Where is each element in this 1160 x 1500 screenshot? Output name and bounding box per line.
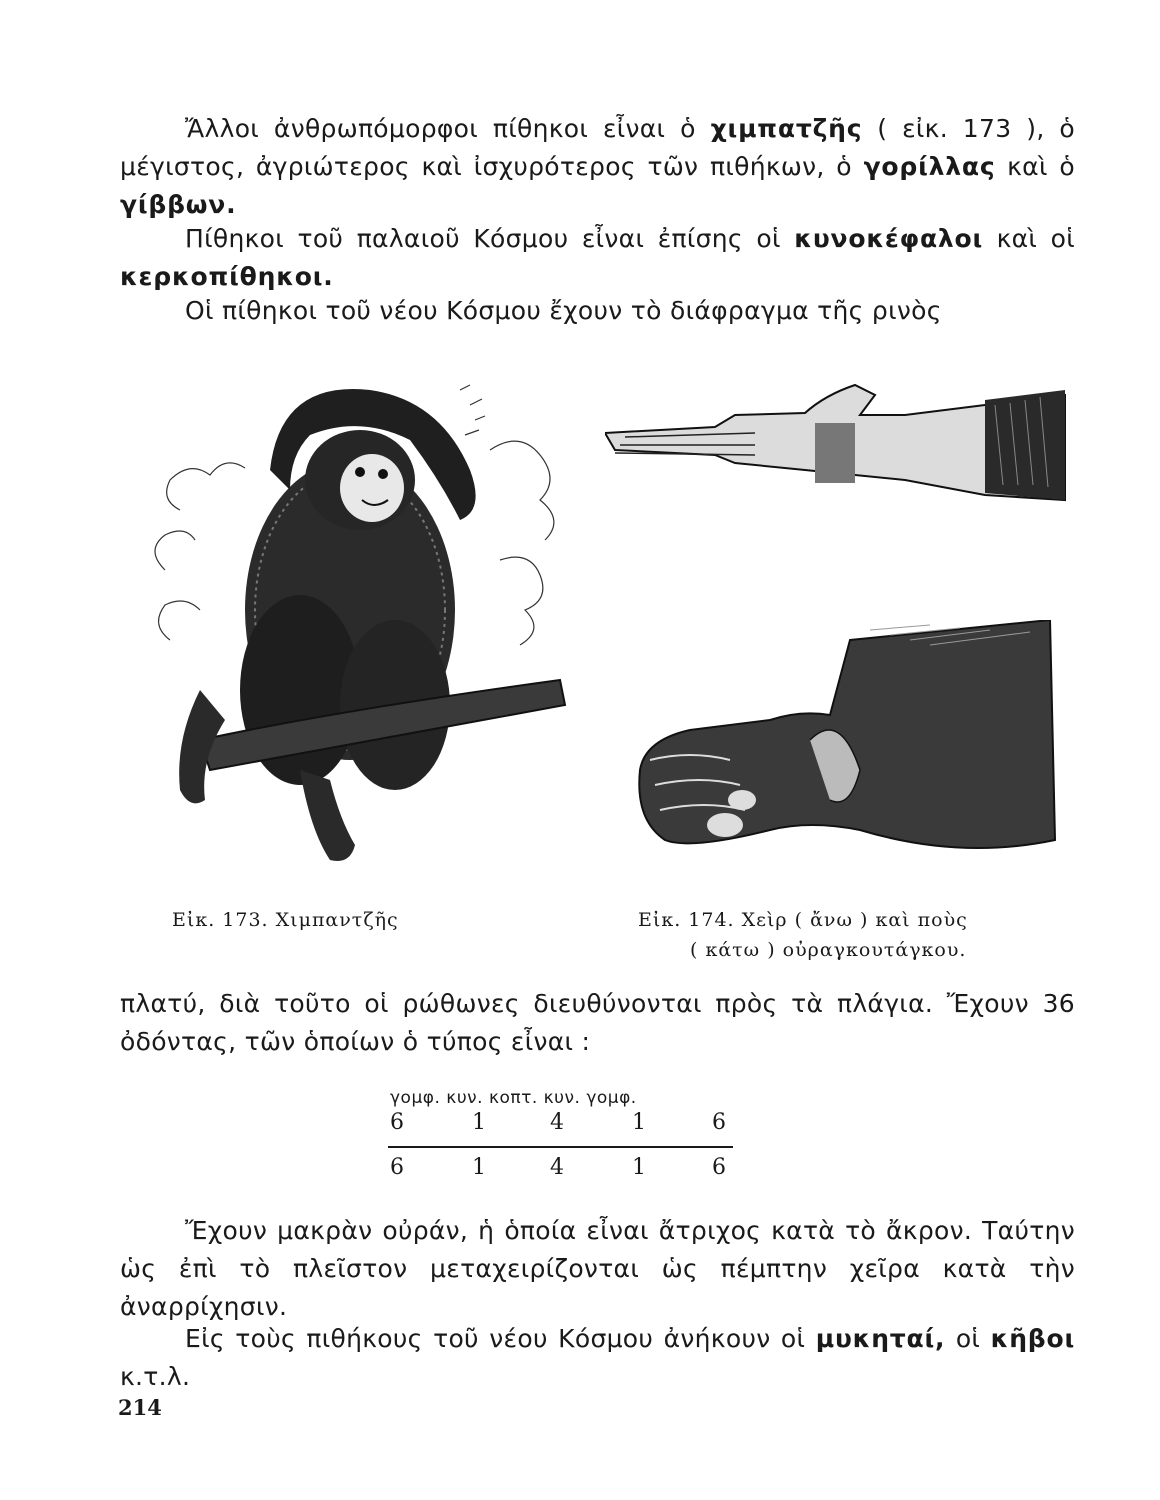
paragraph-3: Οἱ πίθηκοι τοῦ νέου Κόσμου ἔχουν τὸ διάφραγμα τῆς ρινὸς xyxy=(185,296,942,325)
paragraph-6 xyxy=(120,1320,1075,1396)
dental-formula-header: γομφ. κυν. κοπτ. κυν. γομφ. xyxy=(390,1088,637,1108)
figure-174-caption-line2: ( κάτω ) οὐραγκουτάγκου. xyxy=(690,939,967,961)
text: καὶ ὁ xyxy=(995,152,1075,181)
term-guenons: κερκοπίθηκοι. xyxy=(120,262,334,291)
formula-value: 6 xyxy=(712,1110,726,1135)
dental-formula-upper xyxy=(390,1110,730,1140)
figure-174-caption-line1: Εἰκ. 174. Χεὶρ ( ἄνω ) καὶ ποὺς xyxy=(638,909,968,931)
formula-value: 6 xyxy=(712,1155,726,1180)
paragraph-2 xyxy=(120,220,1075,296)
text: κ.τ.λ. xyxy=(120,1362,191,1391)
term-gibbon: γίββων. xyxy=(120,190,237,219)
figure-173-caption: Εἰκ. 173. Χιμπαντζῆς xyxy=(172,909,399,931)
formula-value: 1 xyxy=(472,1155,486,1180)
term-howler-monkeys: μυκηταί, xyxy=(815,1324,946,1353)
text: Ἄλλοι ἀνθρωπόμορφοι πίθηκοι εἶναι ὁ xyxy=(185,114,711,143)
text: καὶ οἱ xyxy=(983,224,1075,253)
paragraph-5: Ἔχουν μακρὰν οὐράν, ἡ ὁποία εἶναι ἄτριχος κατὰ τὸ ἄκρον. Ταύτην ὡς ἐπὶ τὸ πλεῖστον μεταχειρίζονται ὡς πέμπτην χεῖρα κατὰ τὴν ἀναρρίχησιν. xyxy=(120,1216,1075,1321)
chimpanzee-illustration xyxy=(140,360,580,880)
term-chimpanzee: χιμπατζῆς xyxy=(710,114,863,143)
term-baboons: κυνοκέφαλοι xyxy=(794,224,984,253)
text: ( εἰκ. 173 ), ὁ μέγιστος, ἀγριώτερος καὶ ἰσχυρότερος τῶν πιθήκων, ὁ xyxy=(120,114,1076,181)
orangutan-foot-illustration xyxy=(630,620,1070,870)
text: οἱ xyxy=(945,1324,991,1353)
formula-value: 1 xyxy=(472,1110,486,1135)
text: Πίθηκοι τοῦ παλαιοῦ Κόσμου εἶναι ἐπίσης οἱ xyxy=(185,224,795,253)
formula-value: 4 xyxy=(550,1110,564,1135)
formula-value: 1 xyxy=(632,1110,646,1135)
text: Εἰς τοὺς πιθήκους τοῦ νέου Κόσμου ἀνήκουν οἱ xyxy=(185,1324,816,1353)
formula-value: 6 xyxy=(390,1155,404,1180)
formula-divider xyxy=(388,1146,733,1148)
orangutan-hand-illustration xyxy=(605,375,1070,520)
dental-formula-lower xyxy=(390,1155,730,1185)
term-gorilla: γορίλλας xyxy=(863,152,996,181)
formula-value: 6 xyxy=(390,1110,404,1135)
formula-value: 4 xyxy=(550,1155,564,1180)
paragraph-4: πλατύ, διὰ τοῦτο οἱ ρώθωνες διευθύνονται πρὸς τὰ πλάγια. Ἔχουν 36 ὀδόντας, τῶν ὁποίων ὁ τύπος εἶναι : xyxy=(120,989,1075,1056)
formula-value: 1 xyxy=(632,1155,646,1180)
term-capuchins: κῆβοι xyxy=(990,1324,1076,1353)
page-number: 214 xyxy=(118,1395,162,1420)
paragraph-1 xyxy=(120,110,1075,224)
